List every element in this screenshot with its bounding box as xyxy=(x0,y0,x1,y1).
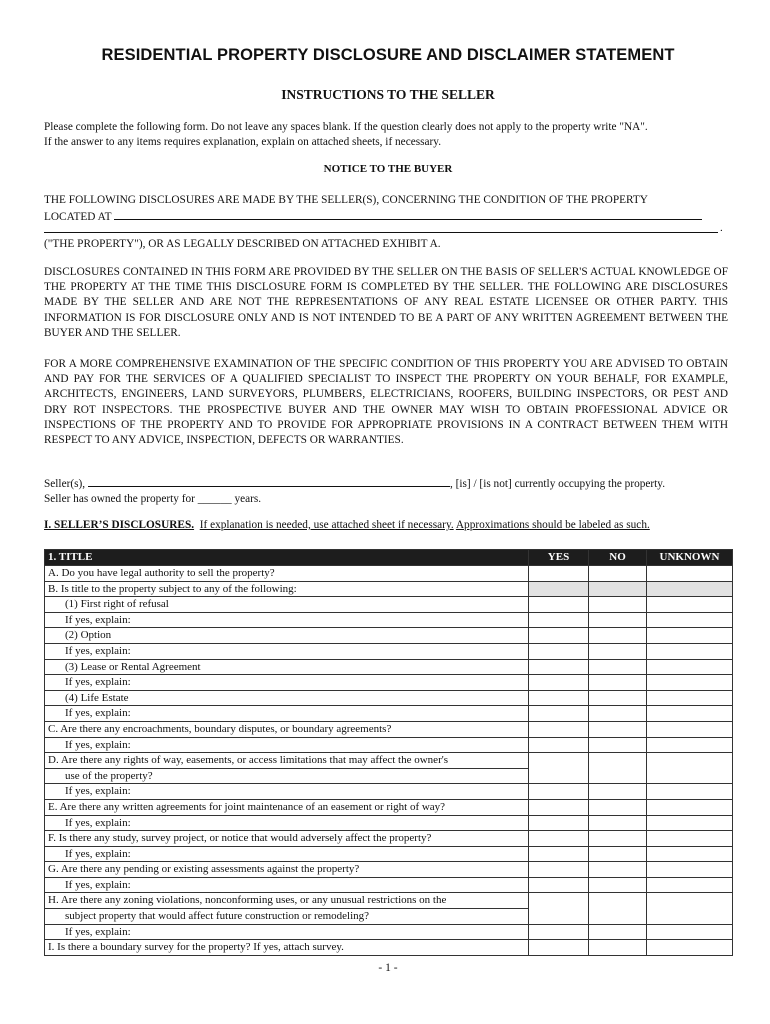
blank-cell xyxy=(589,612,647,628)
table-row xyxy=(45,721,733,737)
line-period: . xyxy=(720,222,723,234)
table-row xyxy=(45,737,733,753)
answer-yes-cell[interactable] xyxy=(529,893,589,924)
answer-yes-cell[interactable] xyxy=(529,831,589,847)
table-row xyxy=(45,612,733,628)
answer-unknown-cell[interactable] xyxy=(647,721,733,737)
table-row xyxy=(45,831,733,847)
question-text: If yes, explain: xyxy=(45,815,529,831)
blank-cell xyxy=(529,924,589,940)
table-row xyxy=(45,706,733,722)
blank-cell xyxy=(529,675,589,691)
answer-yes-cell[interactable] xyxy=(529,597,589,613)
answer-no-cell[interactable] xyxy=(589,690,647,706)
owned-row xyxy=(44,492,728,507)
answer-no-cell[interactable] xyxy=(589,753,647,784)
sellers-label: Seller(s), xyxy=(44,478,86,490)
blank-cell xyxy=(647,737,733,753)
table-row xyxy=(45,597,733,613)
notice-heading: NOTICE TO THE BUYER xyxy=(323,163,453,175)
table-row xyxy=(45,566,733,582)
table-row xyxy=(45,659,733,675)
answer-unknown-cell[interactable] xyxy=(647,831,733,847)
question-text: (4) Life Estate xyxy=(45,690,529,706)
blank-cell xyxy=(529,737,589,753)
table-row xyxy=(45,690,733,706)
blank-cell xyxy=(529,706,589,722)
table-row xyxy=(45,628,733,644)
answer-yes-cell[interactable] xyxy=(529,721,589,737)
page-number: - 1 - xyxy=(378,962,398,974)
answer-yes-cell[interactable] xyxy=(529,753,589,784)
question-text: H. Are there any zoning violations, nonconforming uses, or any unusual restrictions on the xyxy=(45,893,529,909)
table-row xyxy=(45,862,733,878)
answer-yes-cell[interactable] xyxy=(529,659,589,675)
answer-unknown-cell[interactable] xyxy=(647,628,733,644)
answer-unknown-cell[interactable] xyxy=(647,862,733,878)
answer-unknown-cell[interactable] xyxy=(647,597,733,613)
blank-cell xyxy=(647,924,733,940)
table-row xyxy=(45,799,733,815)
answer-no-cell[interactable] xyxy=(589,597,647,613)
shaded-cell xyxy=(589,581,647,597)
owned-suffix: years. xyxy=(234,493,262,506)
blank-cell xyxy=(647,643,733,659)
answer-unknown-cell[interactable] xyxy=(647,690,733,706)
question-text: I. Is there a boundary survey for the property? If yes, attach survey. xyxy=(45,940,529,956)
table-row xyxy=(45,815,733,831)
table-row xyxy=(45,924,733,940)
question-text: If yes, explain: xyxy=(45,784,529,800)
answer-unknown-cell[interactable] xyxy=(647,566,733,582)
answer-yes-cell[interactable] xyxy=(529,799,589,815)
property-address-field-2[interactable] xyxy=(44,232,718,233)
question-text: If yes, explain: xyxy=(45,846,529,862)
the-property-text: ("THE PROPERTY"), OR AS LEGALLY DESCRIBED ON ATTACHED EXHIBIT A. xyxy=(44,238,441,250)
question-text: If yes, explain: xyxy=(45,706,529,722)
answer-yes-cell[interactable] xyxy=(529,566,589,582)
document-title: RESIDENTIAL PROPERTY DISCLOSURE AND DISCLAIMER STATEMENT xyxy=(101,46,675,64)
section-note-2: Approximations should be labeled as such. xyxy=(455,519,650,531)
answer-no-cell[interactable] xyxy=(589,566,647,582)
sellers-disclosures-heading xyxy=(44,519,650,531)
answer-no-cell[interactable] xyxy=(589,799,647,815)
owned-prefix: Seller has owned the property for xyxy=(44,493,195,506)
table-row xyxy=(45,753,733,769)
section-title: I. SELLER’S DISCLOSURES. xyxy=(44,519,195,531)
header-title: 1. TITLE xyxy=(45,550,529,566)
answer-no-cell[interactable] xyxy=(589,862,647,878)
question-text: use of the property? xyxy=(45,768,529,784)
occupying-text: , [is] / [is not] currently occupying the property. xyxy=(449,478,666,490)
table-row xyxy=(45,643,733,659)
question-text: If yes, explain: xyxy=(45,643,529,659)
instructions-line-2: If the answer to any items requires explanation, explain on attached sheets, if necessary. xyxy=(44,136,442,149)
blank-cell xyxy=(647,784,733,800)
question-text: If yes, explain: xyxy=(45,877,529,893)
blank-cell xyxy=(647,612,733,628)
blank-cell xyxy=(589,815,647,831)
answer-yes-cell[interactable] xyxy=(529,940,589,956)
header-yes: YES xyxy=(529,550,589,566)
table-row xyxy=(45,784,733,800)
answer-no-cell[interactable] xyxy=(589,831,647,847)
header-no: NO xyxy=(589,550,647,566)
question-text: If yes, explain: xyxy=(45,737,529,753)
instructions-text xyxy=(44,120,728,150)
question-text: If yes, explain: xyxy=(45,924,529,940)
answer-no-cell[interactable] xyxy=(589,940,647,956)
answer-unknown-cell[interactable] xyxy=(647,940,733,956)
question-text: A. Do you have legal authority to sell the property? xyxy=(45,566,529,582)
blank-cell xyxy=(529,877,589,893)
blank-cell xyxy=(529,846,589,862)
shaded-cell xyxy=(529,581,589,597)
table-row xyxy=(45,877,733,893)
question-text: G. Are there any pending or existing assessments against the property? xyxy=(45,862,529,878)
blank-cell xyxy=(589,784,647,800)
blank-cell xyxy=(589,675,647,691)
answer-yes-cell[interactable] xyxy=(529,628,589,644)
question-text: (2) Option xyxy=(45,628,529,644)
blank-cell xyxy=(647,846,733,862)
disclosures-paragraph: DISCLOSURES CONTAINED IN THIS FORM ARE PROVIDED BY THE SELLER ON THE BASIS OF SELLER'S ACTUAL KNOWLEDGE OF THE PROPERTY AT THE TIME THIS DISCLOSURE FORM IS COMPLETED BY THE SELLER. THE FOLLOWING ARE DISCLOSURES MADE BY THE SELLER AND ARE NOT THE REPRESENTATIONS OF ANY REAL ESTATE LICENSEE OR OTHER PARTY. THIS INFORMATION IS FOR DISCLOSURE ONLY AND IS NOT INTENDED TO BE A PART OF ANY WRITTEN AGREEMENT BETWEEN THE BUYER AND THE SELLER. xyxy=(44,266,728,339)
table-body xyxy=(45,566,733,956)
answer-no-cell[interactable] xyxy=(589,893,647,924)
blank-cell xyxy=(589,877,647,893)
question-text: F. Is there any study, survey project, or notice that would adversely affect the property? xyxy=(45,831,529,847)
blank-cell xyxy=(529,643,589,659)
answer-unknown-cell[interactable] xyxy=(647,893,733,924)
question-text: (3) Lease or Rental Agreement xyxy=(45,659,529,675)
title-disclosure-table xyxy=(44,549,733,956)
table-row xyxy=(45,846,733,862)
blank-cell xyxy=(589,643,647,659)
table-row xyxy=(45,581,733,597)
instructions-heading: INSTRUCTIONS TO THE SELLER xyxy=(281,87,495,102)
answer-unknown-cell[interactable] xyxy=(647,659,733,675)
answer-unknown-cell[interactable] xyxy=(647,753,733,784)
table-header-row xyxy=(45,550,733,566)
answer-yes-cell[interactable] xyxy=(529,862,589,878)
question-text: D. Are there any rights of way, easements, or access limitations that may affect the owner's xyxy=(45,753,529,769)
property-address-field[interactable] xyxy=(114,208,702,220)
shaded-cell xyxy=(647,581,733,597)
blank-cell xyxy=(529,784,589,800)
located-at-row xyxy=(44,208,728,225)
blank-cell xyxy=(589,706,647,722)
question-text: C. Are there any encroachments, boundary disputes, or boundary agreements? xyxy=(45,721,529,737)
question-text: If yes, explain: xyxy=(45,675,529,691)
question-text: subject property that would affect future construction or remodeling? xyxy=(45,909,529,925)
blank-cell xyxy=(529,612,589,628)
blank-cell xyxy=(529,815,589,831)
instructions-line-1: Please complete the following form. Do not leave any spaces blank. If the question clearly does not apply to the property write "NA". xyxy=(44,121,648,133)
header-unknown: UNKNOWN xyxy=(647,550,733,566)
answer-unknown-cell[interactable] xyxy=(647,799,733,815)
answer-no-cell[interactable] xyxy=(589,628,647,644)
following-disclosures-text xyxy=(44,193,728,225)
sellers-row xyxy=(44,475,728,492)
section-note-1: If explanation is needed, use attached sheet if necessary. xyxy=(199,519,454,531)
seller-info xyxy=(44,475,728,507)
answer-no-cell[interactable] xyxy=(589,721,647,737)
sellers-name-field[interactable] xyxy=(88,475,450,487)
question-text: (1) First right of refusal xyxy=(45,597,529,613)
comprehensive-paragraph: FOR A MORE COMPREHENSIVE EXAMINATION OF THE SPECIFIC CONDITION OF THIS PROPERTY YOU ARE ADVISED TO OBTAIN AND PAY FOR THE SERVICES OF A QUALIFIED SPECIALIST TO INSPECT THE PROPERTY ON YOUR BEHALF, FOR EXAMPLE, ARCHITECTS, ENGINEERS, LAND SURVEYORS, PLUMBERS, ELECTRICIANS, ROOFERS, BUILDING INSPECTORS, OR PEST AND DRY ROT INSPECTORS. THE PROSPECTIVE BUYER AND THE OWNER MAY WISH TO OBTAIN PROFESSIONAL ADVICE OR INSPECTIONS OF THE PROPERTY AND TO PROVIDE FOR APPROPRIATE PROVISIONS IN A CONTRACT BETWEEN THEM WITH RESPECT TO ANY ADVICE, INSPECTION, DEFECTS OR WARRANTIES. xyxy=(44,358,728,447)
question-text: B. Is title to the property subject to any of the following: xyxy=(45,581,529,597)
years-owned-field[interactable]: ______ xyxy=(197,493,232,506)
table-row xyxy=(45,893,733,909)
answer-yes-cell[interactable] xyxy=(529,690,589,706)
blank-cell xyxy=(589,737,647,753)
following-line: THE FOLLOWING DISCLOSURES ARE MADE BY THE SELLER(S), CONCERNING THE CONDITION OF THE PROPERTY xyxy=(44,194,648,206)
blank-cell xyxy=(647,675,733,691)
table-row xyxy=(45,675,733,691)
blank-cell xyxy=(647,815,733,831)
question-text: E. Are there any written agreements for joint maintenance of an easement or right of way? xyxy=(45,799,529,815)
blank-cell xyxy=(647,706,733,722)
blank-cell xyxy=(589,924,647,940)
blank-cell xyxy=(647,877,733,893)
question-text: If yes, explain: xyxy=(45,612,529,628)
table-row xyxy=(45,940,733,956)
blank-cell xyxy=(589,846,647,862)
answer-no-cell[interactable] xyxy=(589,659,647,675)
located-at-label: LOCATED AT xyxy=(44,211,112,224)
